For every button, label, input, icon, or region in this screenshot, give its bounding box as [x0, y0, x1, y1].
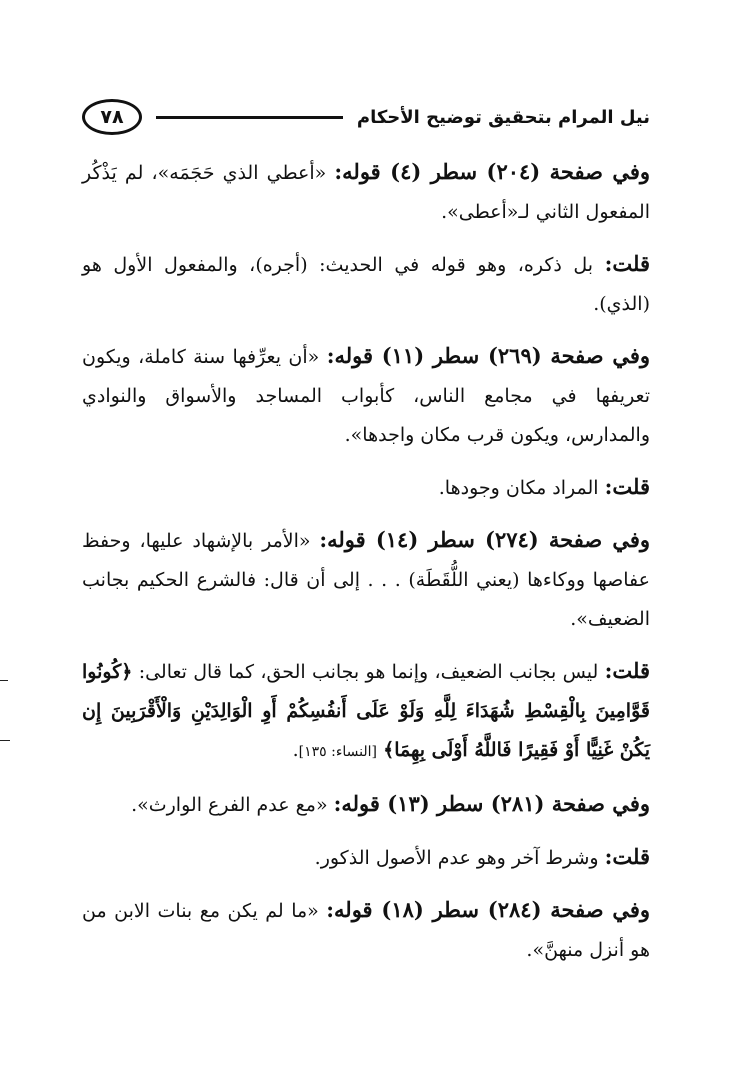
paragraph: [82, 837, 650, 878]
paragraph: [82, 336, 650, 455]
paragraph: [82, 651, 650, 772]
body-text: [82, 152, 650, 982]
paragraph-lead: قلت:: [604, 844, 650, 869]
paragraph-tail: .: [292, 739, 299, 761]
paragraph-lead: وفي صفحة (٢٧٤) سطر (١٤) قوله:: [319, 527, 650, 552]
paragraph-text: بل ذكره، وهو قوله في الحديث: (أجره)، والمفعول الأول هو (الذي).: [82, 254, 650, 315]
paragraph-text: «الأمر بالإشهاد عليها، وحفظ عفاصها ووكاءها (يعني اللُّقَطَة) . . . إلى أن قال: فالشرع الحكيم بجانب الضعيف».: [82, 530, 650, 630]
paragraph-text: وشرط آخر وهو عدم الأصول الذكور.: [314, 847, 605, 869]
paragraph-lead: قلت:: [604, 251, 651, 276]
paragraph-lead: وفي صفحة (٢٨٤) سطر (١٨) قوله:: [326, 897, 651, 922]
paragraph: [82, 244, 650, 324]
paragraph: [82, 152, 650, 232]
paragraph: [82, 890, 650, 970]
paragraph: [82, 784, 650, 825]
page-header: [82, 92, 650, 142]
paragraph-lead: قلت:: [604, 474, 650, 499]
page-number: ٧٨: [82, 99, 142, 135]
header-rule: [156, 116, 343, 119]
paragraph: [82, 520, 650, 639]
paragraph-text: «أعطي الذي حَجَمَه»، لم يَذْكُر المفعول الثاني لـ«أعطى».: [82, 162, 650, 223]
paragraph-text: «مع عدم الفرع الوارث».: [131, 794, 334, 816]
paragraph-text: المراد مكان وجودها.: [438, 477, 605, 499]
paragraph-lead: وفي صفحة (٢٨١) سطر (١٣) قوله:: [333, 791, 650, 816]
running-title: نيل المرام بتحقيق توضيح الأحكام: [356, 106, 650, 128]
paragraph-lead: وفي صفحة (٢٠٤) سطر (٤) قوله:: [334, 159, 651, 184]
paragraph-lead: قلت:: [604, 658, 650, 683]
paragraph-lead: وفي صفحة (٢٦٩) سطر (١١) قوله:: [326, 343, 651, 368]
quran-verse: ﴿كُونُوا قَوَّامِينَ بِالْقِسْطِ شُهَدَاءَ لِلَّهِ وَلَوْ عَلَى أَنفُسِكُمْ أَوِ الْوَالِدَيْنِ وَالْأَقْرَبِينَ إِن يَكُنْ غَنِيًّا أَوْ فَقِيرًا فَاللَّهُ أَوْلَى بِهِمَا﴾: [82, 661, 650, 761]
paragraph-text: «ما لم يكن مع بنات الابن من هو أنزل منهنَّ».: [82, 900, 650, 961]
paragraph-text: ليس بجانب الضعيف، وإنما هو بجانب الحق، كما قال تعالى:: [138, 661, 605, 683]
verse-citation: [النساء: ١٣٥]: [298, 744, 378, 760]
scan-edge-mark: [0, 680, 8, 681]
scan-edge-mark: [0, 740, 10, 741]
paragraph: [82, 467, 650, 508]
paragraph-text: «أن يعرِّفها سنة كاملة، ويكون تعريفها في مجامع الناس، كأبواب المساجد والأسواق والنوادي والمدارس، ويكون قرب مكان واجدها».: [82, 346, 650, 446]
